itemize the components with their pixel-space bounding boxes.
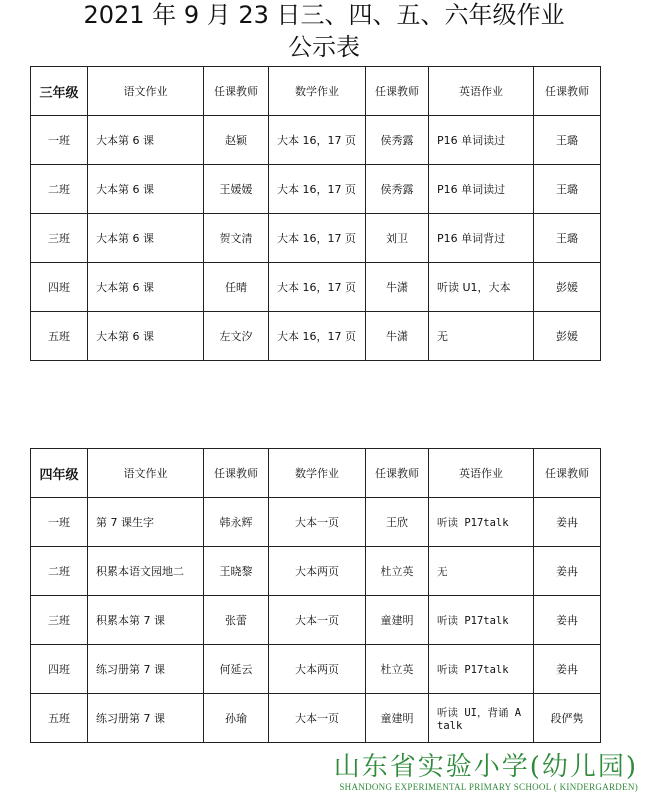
english-homework-cell: P16 单词背过 bbox=[429, 214, 534, 263]
teacher-cell: 孙瑜 bbox=[204, 694, 269, 743]
table-row bbox=[31, 214, 601, 263]
class-cell: 三班 bbox=[31, 596, 88, 645]
teacher-cell: 赵颖 bbox=[204, 116, 269, 165]
teacher-cell: 韩永辉 bbox=[204, 498, 269, 547]
teacher-cell: 何延云 bbox=[204, 645, 269, 694]
teacher-cell: 王璐 bbox=[534, 116, 601, 165]
column-header: 任课教师 bbox=[366, 449, 429, 498]
chinese-homework-cell: 第 7 课生字 bbox=[88, 498, 204, 547]
teacher-cell: 王媛媛 bbox=[204, 165, 269, 214]
teacher-cell: 左文汐 bbox=[204, 312, 269, 361]
class-cell: 三班 bbox=[31, 214, 88, 263]
math-homework-cell: 大本两页 bbox=[269, 547, 366, 596]
class-cell: 一班 bbox=[31, 116, 88, 165]
column-header: 语文作业 bbox=[88, 449, 204, 498]
table-row bbox=[31, 263, 601, 312]
class-cell: 二班 bbox=[31, 547, 88, 596]
english-homework-cell: P16 单词读过 bbox=[429, 165, 534, 214]
teacher-cell: 刘卫 bbox=[366, 214, 429, 263]
table-row bbox=[31, 312, 601, 361]
math-homework-cell: 大本一页 bbox=[269, 694, 366, 743]
class-cell: 五班 bbox=[31, 312, 88, 361]
math-homework-cell: 大本两页 bbox=[269, 645, 366, 694]
teacher-cell: 段俨隽 bbox=[534, 694, 601, 743]
teacher-cell: 牛潇 bbox=[366, 263, 429, 312]
teacher-cell: 彭媛 bbox=[534, 312, 601, 361]
math-homework-cell: 大本 16，17 页 bbox=[269, 263, 366, 312]
english-homework-cell: 听读 UI，背诵 A talk bbox=[429, 694, 534, 743]
teacher-cell: 杜立英 bbox=[366, 547, 429, 596]
chinese-homework-cell: 大本第 6 课 bbox=[88, 312, 204, 361]
grade-4-homework-table bbox=[30, 448, 601, 743]
column-header: 英语作业 bbox=[429, 449, 534, 498]
math-homework-cell: 大本一页 bbox=[269, 498, 366, 547]
column-header: 语文作业 bbox=[88, 67, 204, 116]
teacher-cell: 张蕾 bbox=[204, 596, 269, 645]
math-homework-cell: 大本一页 bbox=[269, 596, 366, 645]
class-cell: 二班 bbox=[31, 165, 88, 214]
class-cell: 五班 bbox=[31, 694, 88, 743]
teacher-cell: 贺文清 bbox=[204, 214, 269, 263]
english-homework-cell: 听读 U1，大本 bbox=[429, 263, 534, 312]
table-row bbox=[31, 645, 601, 694]
grade-label: 三年级 bbox=[31, 67, 88, 116]
column-header: 数学作业 bbox=[269, 67, 366, 116]
column-header: 任课教师 bbox=[534, 67, 601, 116]
table-row bbox=[31, 547, 601, 596]
chinese-homework-cell: 大本第 6 课 bbox=[88, 165, 204, 214]
column-header: 任课教师 bbox=[204, 67, 269, 116]
english-homework-cell: 听读 P17talk bbox=[429, 498, 534, 547]
chinese-homework-cell: 积累本第 7 课 bbox=[88, 596, 204, 645]
english-homework-cell: 听读 P17talk bbox=[429, 596, 534, 645]
column-header: 任课教师 bbox=[204, 449, 269, 498]
column-header: 任课教师 bbox=[366, 67, 429, 116]
school-logo bbox=[318, 752, 638, 792]
math-homework-cell: 大本 16，17 页 bbox=[269, 214, 366, 263]
teacher-cell: 侯秀露 bbox=[366, 165, 429, 214]
teacher-cell: 王欣 bbox=[366, 498, 429, 547]
teacher-cell: 王璐 bbox=[534, 214, 601, 263]
teacher-cell: 侯秀露 bbox=[366, 116, 429, 165]
english-homework-cell: P16 单词读过 bbox=[429, 116, 534, 165]
teacher-cell: 姜冉 bbox=[534, 498, 601, 547]
chinese-homework-cell: 大本第 6 课 bbox=[88, 116, 204, 165]
teacher-cell: 任晴 bbox=[204, 263, 269, 312]
table-header-row bbox=[31, 67, 601, 116]
grade-label: 四年级 bbox=[31, 449, 88, 498]
chinese-homework-cell: 大本第 6 课 bbox=[88, 263, 204, 312]
chinese-homework-cell: 练习册第 7 课 bbox=[88, 694, 204, 743]
column-header: 英语作业 bbox=[429, 67, 534, 116]
teacher-cell: 王璐 bbox=[534, 165, 601, 214]
page-title: 2021 年 9 月 23 日三、四、五、六年级作业 bbox=[83, 1, 565, 29]
column-header: 任课教师 bbox=[534, 449, 601, 498]
teacher-cell: 王晓黎 bbox=[204, 547, 269, 596]
teacher-cell: 彭媛 bbox=[534, 263, 601, 312]
math-homework-cell: 大本 16，17 页 bbox=[269, 312, 366, 361]
column-header: 数学作业 bbox=[269, 449, 366, 498]
table-row bbox=[31, 165, 601, 214]
english-homework-cell: 无 bbox=[429, 547, 534, 596]
teacher-cell: 姜冉 bbox=[534, 596, 601, 645]
school-logo-english: SHANDONG EXPERIMENTAL PRIMARY SCHOOL ( KINDERGARDEN) bbox=[339, 782, 638, 792]
table-row bbox=[31, 498, 601, 547]
teacher-cell: 杜立英 bbox=[366, 645, 429, 694]
chinese-homework-cell: 练习册第 7 课 bbox=[88, 645, 204, 694]
table-header-row bbox=[31, 449, 601, 498]
teacher-cell: 童建明 bbox=[366, 694, 429, 743]
english-homework-cell: 无 bbox=[429, 312, 534, 361]
math-homework-cell: 大本 16，17 页 bbox=[269, 165, 366, 214]
teacher-cell: 牛潇 bbox=[366, 312, 429, 361]
teacher-cell: 童建明 bbox=[366, 596, 429, 645]
class-cell: 四班 bbox=[31, 645, 88, 694]
class-cell: 一班 bbox=[31, 498, 88, 547]
teacher-cell: 姜冉 bbox=[534, 547, 601, 596]
grade-3-homework-table bbox=[30, 66, 601, 361]
teacher-cell: 姜冉 bbox=[534, 645, 601, 694]
school-logo-chinese: 山东省实验小学(幼儿园) bbox=[333, 752, 638, 782]
english-homework-cell: 听读 P17talk bbox=[429, 645, 534, 694]
class-cell: 四班 bbox=[31, 263, 88, 312]
chinese-homework-cell: 大本第 6 课 bbox=[88, 214, 204, 263]
chinese-homework-cell: 积累本语文园地二 bbox=[88, 547, 204, 596]
table-row bbox=[31, 596, 601, 645]
table-row bbox=[31, 694, 601, 743]
table-row bbox=[31, 116, 601, 165]
page-subtitle: 公示表 bbox=[288, 33, 360, 61]
math-homework-cell: 大本 16，17 页 bbox=[269, 116, 366, 165]
